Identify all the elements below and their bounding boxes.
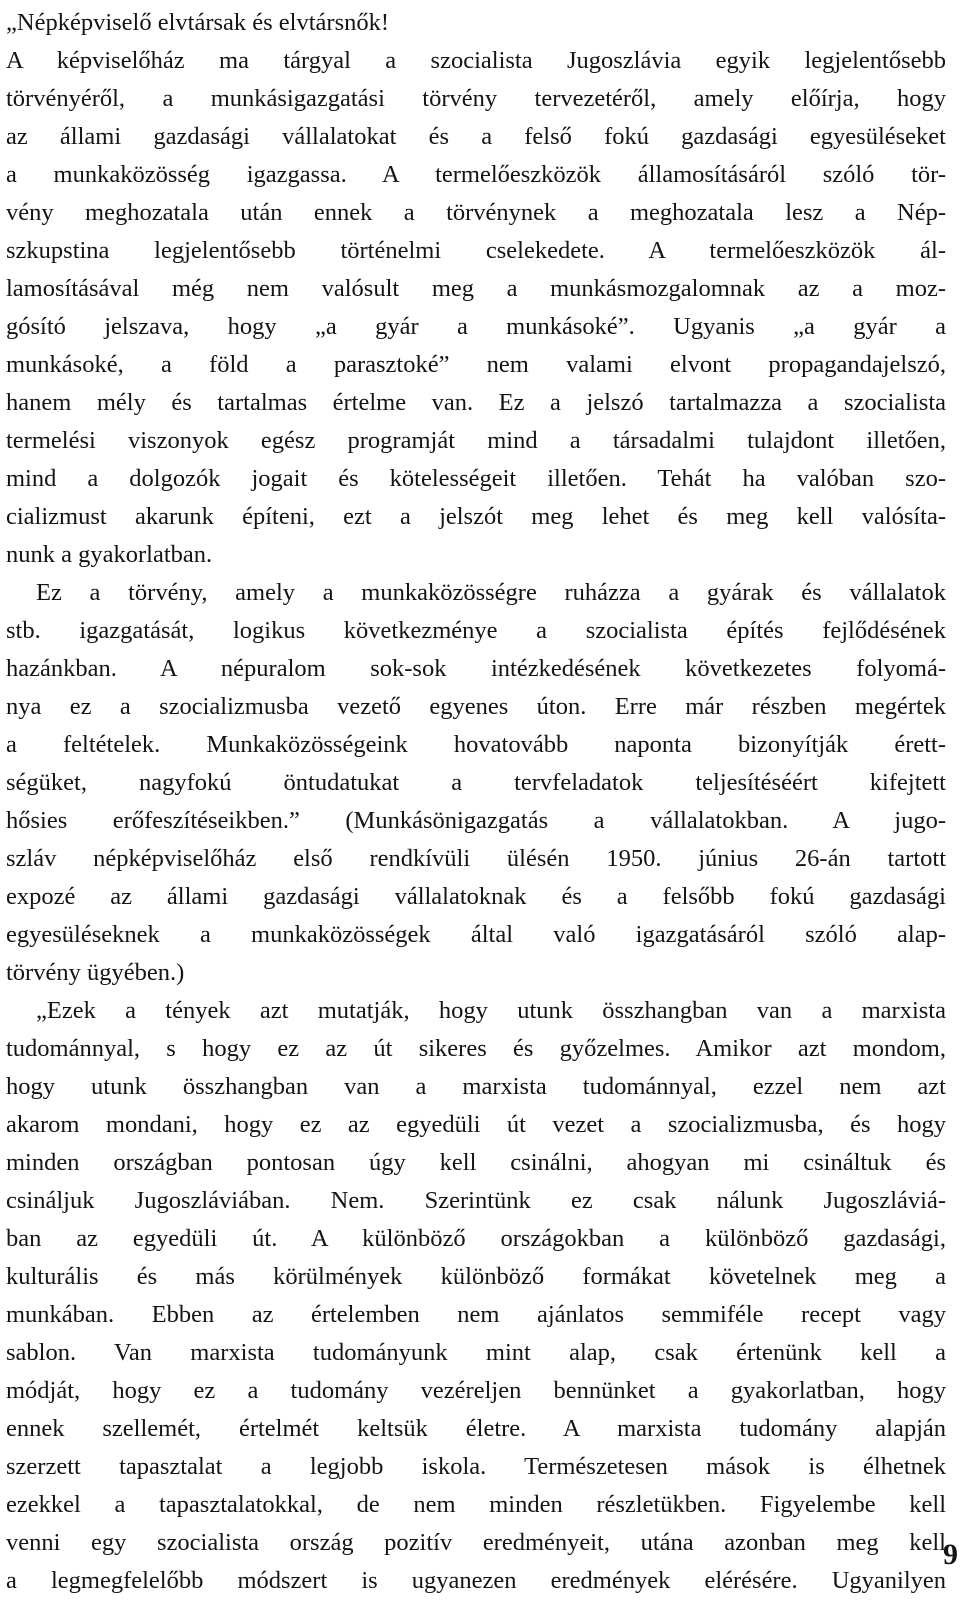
text-line: módját, hogy ez a tudomány vezéreljen bennünket a gyakorlatban, hogy [6,1377,946,1404]
text-line: munkásoké, a föld a parasztoké” nem valami elvont propagandajelszó, [6,351,946,378]
text-line: gósító jelszava, hogy „a gyár a munkásoké”. Ugyanis „a gyár a [6,313,946,340]
text-line: cializmust akarunk építeni, ezt a jelszót meg lehet és meg kell valósíta- [6,503,946,530]
paragraph [6,992,946,1600]
text-line: nunk a gyakorlatban. [6,541,213,568]
text-line: hanem mély és tartalmas értelme van. Ez a jelszó tartalmazza a szocialista [6,389,946,416]
text-line: „Ezek a tények azt mutatják, hogy utunk összhangban van a marxista [36,997,946,1024]
text-line: a feltételek. Munkaközösségeink hovatovább naponta bizonyítják érett- [6,731,946,758]
text-line: ban az egyedüli út. A különböző országokban a különböző gazdasági, [6,1225,946,1252]
text-line: törvényéről, a munkásigazgatási törvény tervezetéről, amely előírja, hogy [6,85,946,112]
text-line: „Népképviselő elvtársak és elvtársnők! [6,9,390,36]
text-line: szkupstina legjelentősebb történelmi cselekedete. A termelőeszközök ál- [6,237,946,264]
text-line: minden országban pontosan úgy kell csinálni, ahogyan mi csináltuk és [6,1149,946,1176]
text-line: csináljuk Jugoszláviában. Nem. Szerintünk ez csak nálunk Jugoszláviá- [6,1187,946,1214]
text-line: sablon. Van marxista tudományunk mint alap, csak értenünk kell a [6,1339,946,1366]
text-line: egyesüléseknek a munkaközösségek által való igazgatásáról szóló alap- [6,921,946,948]
text-line: hősies erőfeszítéseikben.” (Munkásönigazgatás a vállalatokban. A jugo- [6,807,946,834]
text-line: mind a dolgozók jogait és kötelességeit illetően. Tehát ha valóban szo- [6,465,946,492]
text-line: az állami gazdasági vállalatokat és a felső fokú gazdasági egyesüléseket [6,123,946,150]
text-line: ennek szellemét, értelmét keltsük életre. A marxista tudomány alapján [6,1415,946,1442]
text-line: a legmegfelelőbb módszert is ugyanezen eredmények elérésére. Ugyanilyen [6,1567,946,1594]
text-line: ségüket, nagyfokú öntudatukat a tervfeladatok teljesítéséért kifejtett [6,769,946,796]
paragraph [6,4,946,42]
text-line: akarom mondani, hogy ez az egyedüli út vezet a szocializmusba, és hogy [6,1111,946,1138]
text-line: hazánkban. A népuralom sok-sok intézkedésének következetes folyomá- [6,655,946,682]
text-line: tudománnyal, s hogy ez az út sikeres és győzelmes. Amikor azt mondom, [6,1035,946,1062]
text-line: ezekkel a tapasztalatokkal, de nem minden részletükben. Figyelembe kell [6,1491,946,1518]
text-line: stb. igazgatását, logikus következménye a szocialista építés fejlődésének [6,617,946,644]
text-line: venni egy szocialista ország pozitív eredményeit, utána azonban meg kell [6,1529,946,1556]
text-line: törvény ügyében.) [6,959,185,986]
text-line: expozé az állami gazdasági vállalatoknak és a felsőbb fokú gazdasági [6,883,946,910]
text-line: Ez a törvény, amely a munkaközösségre ruházza a gyárak és vállalatok [36,579,946,606]
text-line: lamosításával még nem valósult meg a munkásmozgalomnak az a moz- [6,275,946,302]
text-line: vény meghozatala után ennek a törvénynek a meghozatala lesz a Nép- [6,199,946,226]
text-line: kulturális és más körülmények különböző formákat követelnek meg a [6,1263,946,1290]
text-line: hogy utunk összhangban van a marxista tudománnyal, ezzel nem azt [6,1073,946,1100]
page-number: 9 [943,1538,958,1571]
paragraph [6,42,946,574]
paragraph [6,574,946,992]
page-body [6,4,946,1600]
text-line: szerzett tapasztalat a legjobb iskola. Természetesen mások is élhetnek [6,1453,946,1480]
text-line: szláv népképviselőház első rendkívüli ülésén 1950. június 26-án tartott [6,845,946,872]
text-line: a munkaközösség igazgassa. A termelőeszközök államosításáról szóló tör- [6,161,946,188]
text-line: nya ez a szocializmusba vezető egyenes úton. Erre már részben megértek [6,693,946,720]
text-line: A képviselőház ma tárgyal a szocialista Jugoszlávia egyik legjelentősebb [6,47,946,74]
text-line: termelési viszonyok egész programját mind a társadalmi tulajdont illetően, [6,427,946,454]
text-line: munkában. Ebben az értelemben nem ajánlatos semmiféle recept vagy [6,1301,946,1328]
